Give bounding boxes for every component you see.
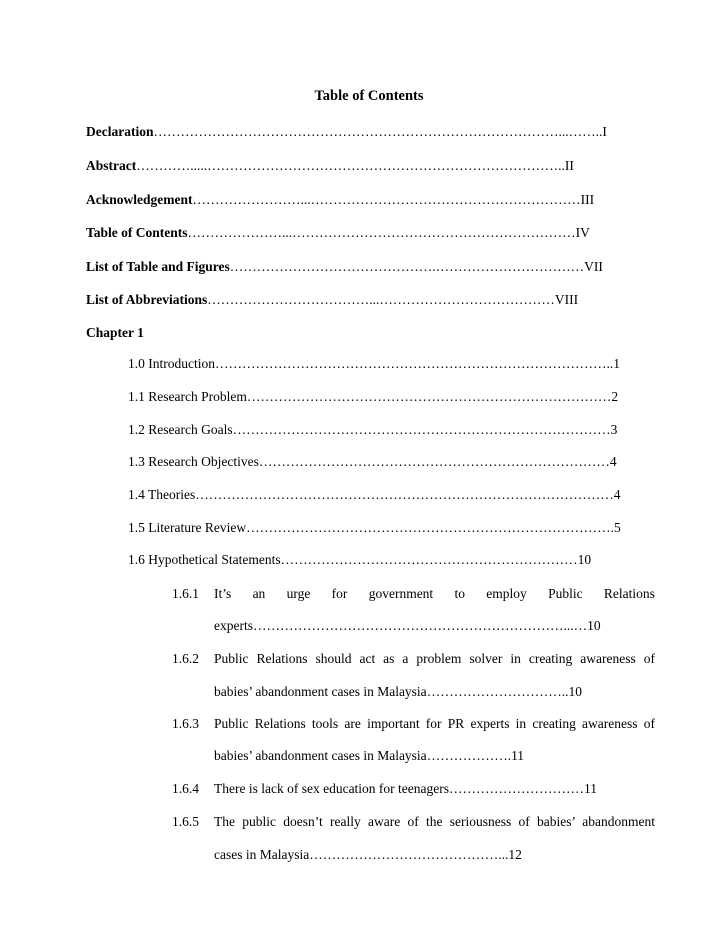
subsection-title-text: babies’ abandonment cases in Malaysia	[214, 748, 427, 763]
toc-entry-label: 1.1 Research Problem	[128, 389, 247, 404]
dot-leader: …………………………………………………………	[280, 552, 578, 567]
toc-entry-label: Table of Contents	[86, 225, 188, 240]
toc-page-number: VIII	[554, 292, 579, 307]
toc-page-number: I	[602, 124, 607, 139]
word: government	[368, 586, 434, 601]
toc-page-number: 5	[613, 520, 621, 535]
toc-page-number: 10	[577, 552, 592, 567]
subsection-title-line: Public Relations should act as a problem solver in creating awareness of	[214, 651, 655, 666]
dot-leader: …………………………………………………………………………………	[195, 487, 614, 502]
dot-leader: …………………...………………………………………………………	[187, 225, 576, 240]
dot-leader: ………….....……………………………………………………………………..	[136, 158, 565, 173]
toc-entry-section[interactable]	[128, 453, 635, 471]
dot-leader: ……………………...……………………………………………………	[192, 192, 581, 207]
toc-page-number: 11	[584, 781, 598, 796]
word: for	[331, 586, 348, 601]
dot-leader: ……………………………………...	[309, 847, 509, 862]
subsection-title-line	[214, 846, 544, 864]
toc-page-number: III	[580, 192, 595, 207]
toc-entry-section[interactable]	[128, 486, 635, 504]
toc-page-number: IV	[575, 225, 590, 240]
toc-entry-label: List of Table and Figures	[86, 259, 230, 274]
subsection-number: 1.6.5	[172, 814, 199, 829]
toc-entry-label: 1.2 Research Goals	[128, 422, 233, 437]
dot-leader: ……………………………………………………………………………..	[215, 356, 614, 371]
toc-entry-section[interactable]	[128, 421, 635, 439]
toc-page-number: II	[564, 158, 574, 173]
dot-leader: …………………………	[449, 781, 585, 796]
toc-entry-list-of-abbreviations[interactable]	[86, 291, 642, 309]
toc-entry-acknowledgement[interactable]	[86, 191, 642, 209]
toc-page-number: VII	[584, 259, 603, 274]
toc-page-number: 12	[508, 847, 522, 862]
toc-entry-label: 1.3 Research Objectives	[128, 454, 259, 469]
word: employ	[486, 586, 527, 601]
toc-page-number: 4	[609, 454, 617, 469]
subsection-title-line	[214, 780, 634, 798]
subsection-title-line	[214, 585, 655, 603]
toc-entry-label: 1.5 Literature Review	[128, 520, 247, 535]
toc-page-number: 10	[587, 618, 601, 633]
dot-leader: ……………………………………………………………………	[258, 454, 610, 469]
toc-entry-section[interactable]	[128, 388, 635, 406]
subsection-number: 1.6.2	[172, 651, 199, 666]
chapter-heading: Chapter 1	[86, 325, 144, 340]
subsection-title-text: cases in Malaysia	[214, 847, 310, 862]
subsection-title-line	[214, 617, 624, 635]
toc-page-number: 11	[511, 748, 525, 763]
subsection-number: 1.6.3	[172, 716, 199, 731]
word: Public	[548, 586, 583, 601]
toc-entry-section[interactable]	[128, 355, 633, 373]
toc-entry-label: 1.4 Theories	[128, 487, 196, 502]
toc-entry-table-of-contents[interactable]	[86, 224, 642, 242]
subsection-number: 1.6.4	[172, 781, 199, 796]
dot-leader: ……………….	[426, 748, 512, 763]
subsection-title-text: babies’ abandonment cases in Malaysia	[214, 684, 427, 699]
dot-leader: ……………………………………….……………………………	[229, 259, 585, 274]
toc-entry-list-of-tables[interactable]	[86, 258, 642, 276]
toc-entry-abstract[interactable]	[86, 157, 642, 175]
word: It’s	[214, 586, 232, 601]
toc-entry-label: List of Abbreviations	[86, 292, 208, 307]
dot-leader: ……………………………………………………………...…	[252, 618, 588, 633]
toc-page-number: 2	[611, 389, 619, 404]
toc-entry-section[interactable]	[128, 551, 640, 569]
dot-leader: ……………………………………………………………………….	[246, 520, 614, 535]
toc-entry-label: 1.6 Hypothetical Statements	[128, 552, 281, 567]
toc-entry-label: 1.0 Introduction	[128, 356, 215, 371]
toc-entry-label: Acknowledgement	[86, 192, 193, 207]
subsection-number: 1.6.1	[172, 586, 199, 601]
page-title: Table of Contents	[314, 88, 424, 104]
toc-page-number: 3	[610, 422, 618, 437]
toc-page-number: 10	[568, 684, 582, 699]
dot-leader: ………………………………………………………………………………...……..	[153, 124, 603, 139]
dot-leader: ………………………………...…………………………………	[207, 292, 555, 307]
subsection-title-line	[214, 747, 554, 765]
toc-page-number: 4	[613, 487, 621, 502]
toc-entry-label: Abstract	[86, 158, 137, 173]
word: Relations	[603, 586, 655, 601]
dot-leader: …………………………..	[426, 684, 569, 699]
subsection-title-text: experts	[214, 618, 253, 633]
toc-page-number: 1	[613, 356, 620, 371]
subsection-title-line: The public doesn’t really aware of the seriousness of babies’ abandonment	[214, 814, 655, 829]
toc-entry-label: Declaration	[86, 124, 154, 139]
word: to	[454, 586, 465, 601]
subsection-title-text: There is lack of sex education for teenagers	[214, 781, 450, 796]
word: an	[252, 586, 266, 601]
dot-leader: ………………………………………………………………………	[246, 389, 612, 404]
dot-leader: …………………………………………………………………………	[232, 422, 611, 437]
toc-entry-section[interactable]	[128, 519, 635, 537]
subsection-title-line	[214, 683, 614, 701]
toc-entry-declaration[interactable]	[86, 123, 642, 141]
word: urge	[286, 586, 311, 601]
subsection-title-line: Public Relations tools are important for PR experts in creating awareness of	[214, 716, 655, 731]
